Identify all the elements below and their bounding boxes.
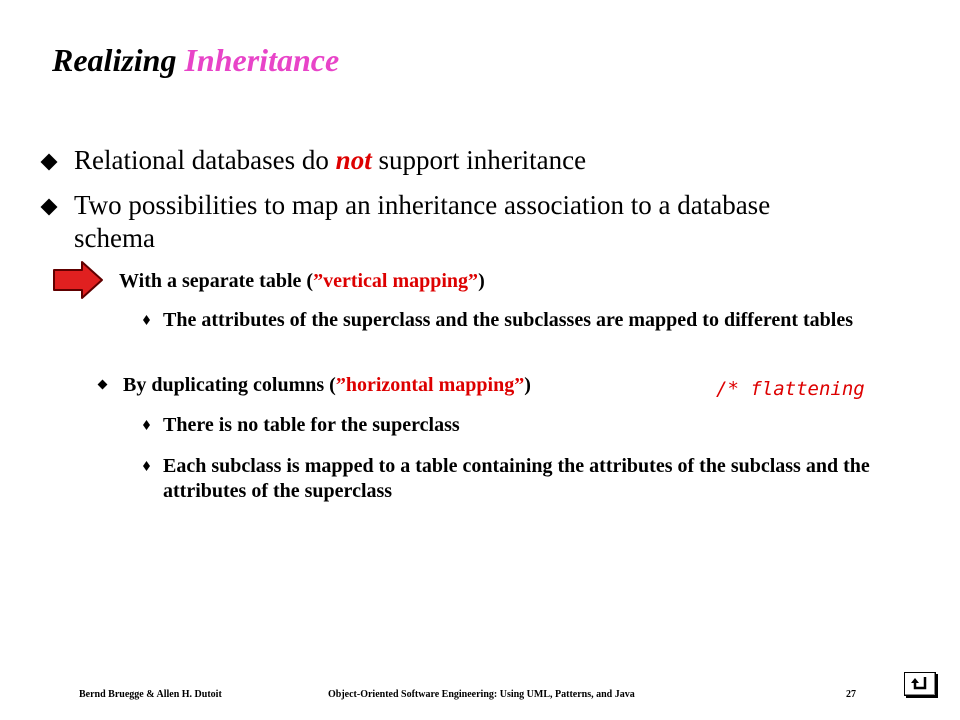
bullet-two-possibilities: Two possibilities to map an inheritance association to a database schema <box>74 190 771 253</box>
title-part-1: Realizing <box>52 42 177 78</box>
bullet-relational <box>74 144 586 177</box>
bullet-text-end: support inheritance <box>371 145 587 175</box>
sub-text: With a separate table ( <box>119 270 314 292</box>
sub-bullet-vertical <box>119 269 485 294</box>
flattening-annotation: /* flattening <box>716 378 865 400</box>
sub-text-end: ) <box>478 270 485 292</box>
vertical-mapping-label: ”vertical mapping” <box>313 270 479 292</box>
return-arrow-icon <box>905 673 935 695</box>
bullet-marker <box>41 199 58 216</box>
bullet-marker <box>143 420 150 430</box>
footer-book-title: Object-Oriented Software Engineering: Using UML, Patterns, and Java <box>328 689 635 700</box>
footer-authors: Bernd Bruegge & Allen H. Dutoit <box>79 689 222 700</box>
emphasis-not: not <box>335 145 372 175</box>
horizontal-mapping-label: ”horizontal mapping” <box>335 374 525 396</box>
bullet-marker <box>41 154 58 171</box>
red-arrow-pointer-icon <box>52 260 104 300</box>
sub-text: By duplicating columns ( <box>123 374 336 396</box>
return-button[interactable] <box>904 672 936 696</box>
detail-subclass-table: Each subclass is mapped to a table containing the attributes of the subclass and the attributes of the superclass <box>163 455 870 502</box>
slide-title <box>52 40 339 80</box>
detail-vertical: The attributes of the superclass and the subclasses are mapped to different tables <box>163 309 854 331</box>
bullet-marker <box>143 315 150 325</box>
bullet-marker <box>98 380 108 390</box>
bullet-text: Relational databases do <box>74 145 336 175</box>
detail-no-table: There is no table for the superclass <box>163 414 460 436</box>
sub-bullet-horizontal <box>123 373 531 398</box>
footer-page-number: 27 <box>846 689 856 700</box>
bullet-marker <box>143 461 150 471</box>
title-part-2: Inheritance <box>184 42 340 78</box>
sub-text-end: ) <box>524 374 531 396</box>
